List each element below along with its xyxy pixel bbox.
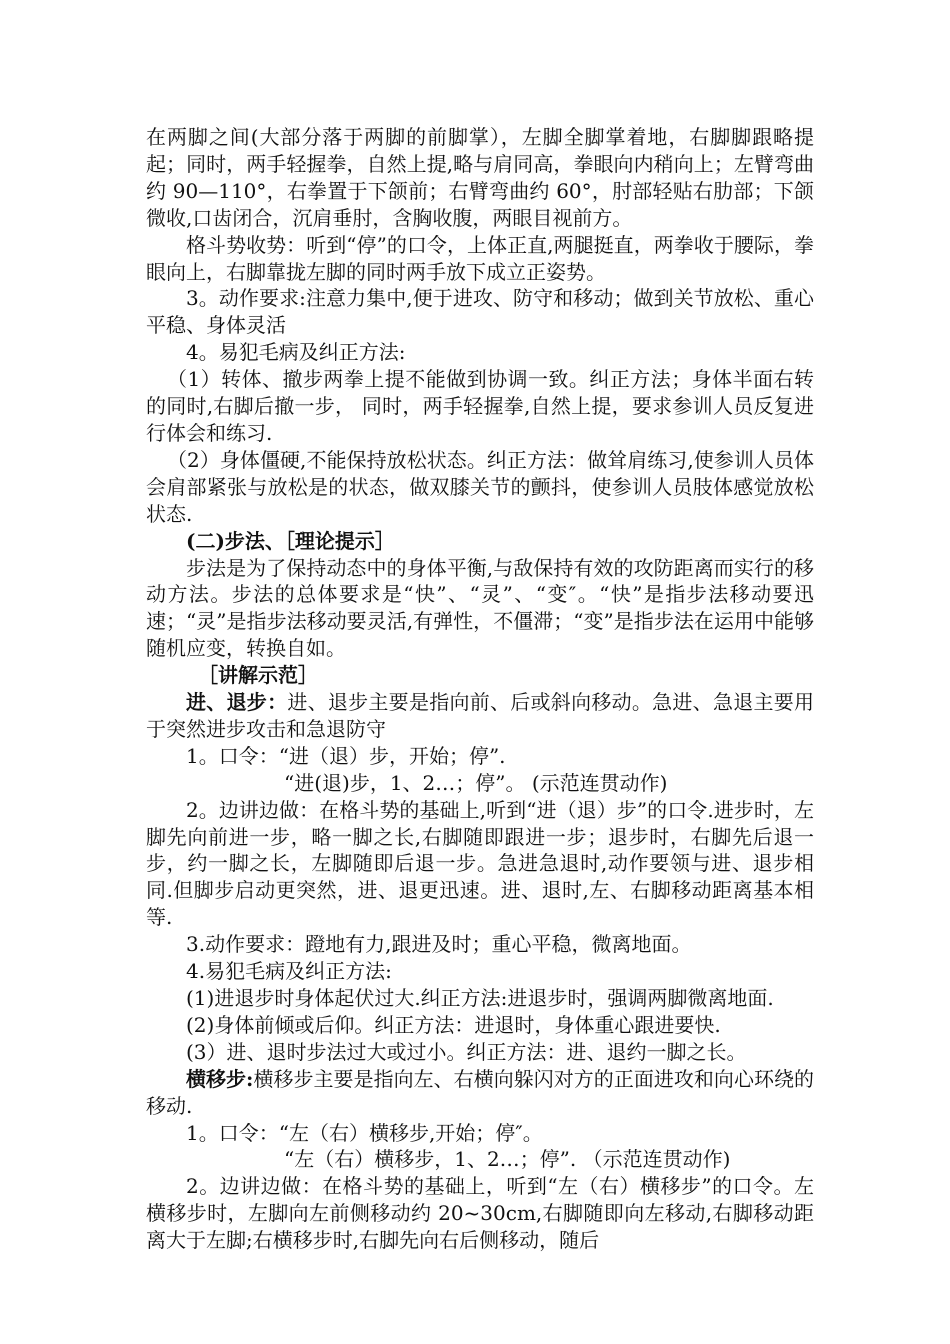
paragraph-text: 2。边讲边做：在格斗势的基础上,听到“进（退）步”的口令.进步时，左脚先向前进一步，略一脚之长,右脚随即跟进一步；退步时，右脚先后退一步，约一脚之长，左脚随即后退一步。急进急退时,动作要领与进、退步相同.但脚步启动更突然，进、退更迅速。进、退时,左、右脚移动距离基本相等. — [146, 797, 814, 930]
paragraph-requirements — [146, 285, 814, 339]
paragraph-text: 3.动作要求：蹬地有力,跟进及时；重心平稳，微离地面。 — [186, 932, 692, 957]
paragraph-text: “左（右）横移步，1、2…；停”. （示范连贯动作) — [284, 1147, 731, 1172]
paragraph-text: 4.易犯毛病及纠正方法: — [186, 959, 392, 984]
paragraph-text: (1)进退步时身体起伏过大.纠正方法:进退步时，强调两脚微离地面. — [186, 986, 774, 1010]
paragraph-text: (3）进、退时步法过大或过小。纠正方法：进、退约一脚之长。 — [186, 1039, 747, 1064]
paragraph-explain-2 — [146, 1173, 814, 1254]
paragraph-error-2 — [146, 447, 814, 528]
paragraph-text: 3。动作要求:注意力集中,便于进攻、防守和移动；做到关节放松、重心平稳、身体灵活 — [146, 286, 814, 338]
section-heading-footwork — [146, 528, 814, 555]
paragraph-text: （2）身体僵硬,不能保持放松状态。纠正方法：做耸肩练习,使参训人员体会肩部紧张与放松是的状态，做双膝关节的颤抖，使参训人员肢体感觉放松状态. — [146, 447, 814, 526]
paragraph-side-step — [146, 1066, 814, 1120]
paragraph-command-2 — [146, 1120, 814, 1147]
section-heading-demo — [146, 662, 814, 689]
paragraph-text: 1。口令：“进（退）步，开始；停”. — [186, 743, 506, 768]
paragraph-advance-retreat — [146, 689, 814, 743]
paragraph-command-1 — [146, 743, 814, 770]
paragraph-text: 4。易犯毛病及纠正方法: — [186, 340, 406, 365]
term-label: 横移步: — [186, 1066, 254, 1091]
paragraph-stance-cont — [146, 124, 814, 232]
paragraph-error-1 — [146, 366, 814, 447]
paragraph-command-2-demo — [146, 1146, 814, 1173]
paragraph-text: 步法是为了保持动态中的身体平衡,与敌保持有效的攻防距离而实行的移动方法。步法的总体要求是“快”、“灵”、“变″。“快”是指步法移动要迅速；“灵”是指步法移动要灵活,有弹性，不僵滞；“变”是指步法在运用中能够随机应变，转换自如。 — [146, 555, 814, 661]
paragraph-stance-close — [146, 232, 814, 286]
paragraph-text: “进(退)步，1、2…；停”。 (示范连贯动作) — [284, 770, 668, 795]
paragraph-error-3 — [146, 985, 814, 1012]
paragraph-errors-heading — [146, 339, 814, 366]
term-label: 进、退步： — [186, 690, 288, 715]
paragraph-text: 进、退步主要是指向前、后或斜向移动。急进、急退主要用于突然进步攻击和急退防守 — [146, 690, 815, 741]
paragraph-text: 在两脚之间(大部分落于两脚的前脚掌），左脚全脚掌着地，右脚脚跟略提起；同时，两手轻握拳，自然上提,略与肩同高，拳眼向内稍向上；左臂弯曲约 90—110°，右拳置于下颌前；右臂弯曲约 60°，肘部轻贴右肋部；下颌微收,口齿闭合，沉肩垂肘，含胸收腹，两眼目视前方。 — [146, 125, 814, 230]
paragraph-error-4 — [146, 1012, 814, 1039]
paragraph-requirements-2 — [146, 931, 814, 958]
paragraph-text: 横移步主要是指向左、右横向躲闪对方的正面进攻和向心环绕的移动. — [146, 1066, 815, 1118]
paragraph-explain-1 — [146, 797, 814, 932]
section-heading-text: (二)步法、［理论提示］ — [186, 528, 395, 553]
paragraph-text: （1）转体、撤步两拳上提不能做到协调一致。纠正方法；身体半面右转的同时,右脚后撤一步， 同时，两手轻握拳,自然上提，要求参训人员反复进行体会和练习. — [146, 367, 814, 445]
section-heading-text: ［讲解示范］ — [198, 663, 318, 688]
paragraph-command-1-demo — [146, 770, 814, 797]
paragraph-footwork-theory — [146, 555, 814, 663]
document-page — [146, 124, 814, 1254]
paragraph-text: (2)身体前倾或后仰。纠正方法：进退时，身体重心跟进要快. — [186, 1012, 721, 1037]
paragraph-errors-heading-2 — [146, 958, 814, 985]
paragraph-error-5 — [146, 1039, 814, 1066]
paragraph-text: 2。边讲边做：在格斗势的基础上，听到“左（右）横移步”的口令。左横移步时，左脚向左前侧移动约 20~30cm,右脚随即向左移动,右脚移动距离大于左脚;右横移步时,右脚先向右后侧移动，随后 — [146, 1174, 814, 1253]
paragraph-text: 1。口令：“左（右）横移步,开始；停″。 — [186, 1120, 543, 1145]
paragraph-text: 格斗势收势：听到“停”的口令，上体正直,两腿挺直，两拳收于腰际，拳眼向上，右脚靠拢左脚的同时两手放下成立正姿势。 — [146, 232, 814, 284]
